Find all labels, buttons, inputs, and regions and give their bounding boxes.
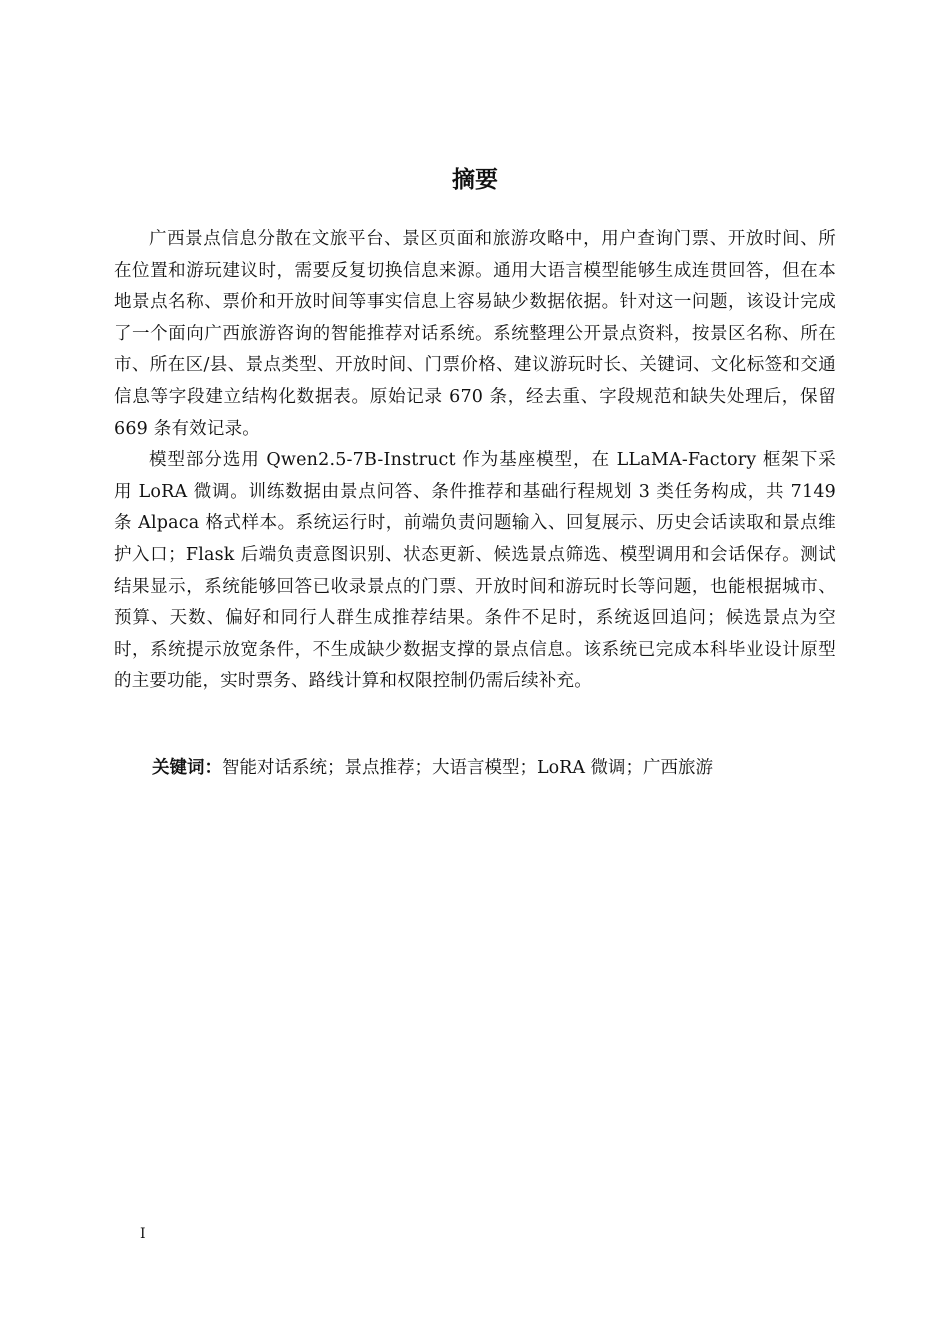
page-number: I <box>140 1226 146 1242</box>
abstract-paragraph-2: 模型部分选用 Qwen2.5-7B-Instruct 作为基座模型，在 LLaMA-Factory 框架下采用 LoRA 微调。训练数据由景点问答、条件推荐和基础行程规划 3 类任务构成，共 7149 条 Alpaca 格式样本。系统运行时，前端负责问题输入、回复展示、历史会话读取和景点维护入口；Flask 后端负责意图识别、状态更新、候选景点筛选、模型调用和会话保存。测试结果显示，系统能够回答已收录景点的门票、开放时间和游玩时长等问题，也能根据城市、预算、天数、偏好和同行人群生成推荐结果。条件不足时，系统返回追问；候选景点为空时，系统提示放宽条件，不生成缺少数据支撑的景点信息。该系统已完成本科毕业设计原型的主要功能，实时票务、路线计算和权限控制仍需后续补充。 <box>114 450 836 692</box>
abstract-paragraph-1: 广西景点信息分散在文旅平台、景区页面和旅游攻略中，用户查询门票、开放时间、所在位置和游玩建议时，需要反复切换信息来源。通用大语言模型能够生成连贯回答，但在本地景点名称、票价和开放时间等事实信息上容易缺少数据依据。针对这一问题，该设计完成了一个面向广西旅游咨询的智能推荐对话系统。系统整理公开景点资料，按景区名称、所在市、所在区/县、景点类型、开放时间、门票价格、建议游玩时长、关键词、文化标签和交通信息等字段建立结构化数据表。原始记录 670 条，经去重、字段规范和缺失处理后，保留 669 条有效记录。 <box>114 229 836 439</box>
abstract-body <box>114 224 836 698</box>
keywords-line <box>152 753 713 784</box>
keywords-text: 智能对话系统；景点推荐；大语言模型；LoRA 微调；广西旅游 <box>222 758 714 778</box>
abstract-title: 摘要 <box>452 167 498 193</box>
keywords-label: 关键词： <box>152 758 222 778</box>
